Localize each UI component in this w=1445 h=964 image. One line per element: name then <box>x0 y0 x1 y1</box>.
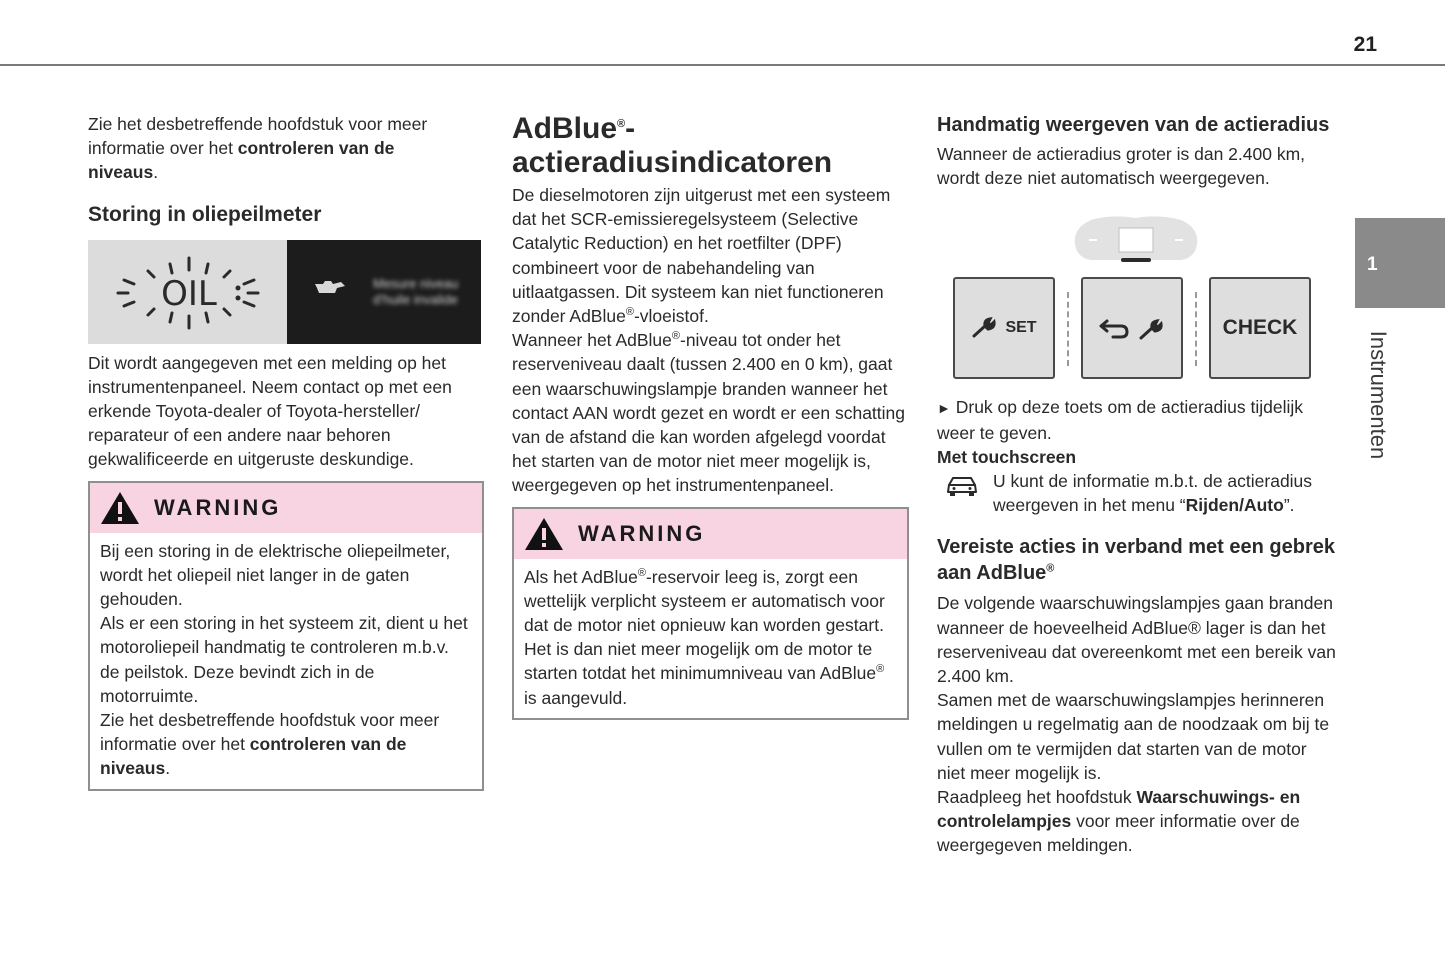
oil-warning-illustration <box>88 240 481 344</box>
warning-body <box>514 559 907 718</box>
divider <box>1195 292 1197 366</box>
press-instruction: ► Druk op deze toets om de actieradius tijdelijk weer te geven. <box>937 397 1303 443</box>
warning-paragraph: Als er een storing in het systeem zit, dient u het motoroliepeil handmatig te controleren m.b.v. de peilstok. Deze bevindt zich in de motorruimte. <box>100 613 468 706</box>
oil-lamp-icon <box>88 240 287 344</box>
check-label: CHECK <box>1222 316 1298 340</box>
oil-gauge-paragraph: Dit wordt aangegeven met een melding op het instrumentenpaneel. Neem contact op met een erkende Toyota-dealer of Toyota-hersteller/ reparateur of een andere naar behoren gekwalificeerde en uitgeruste deskundige. <box>88 352 452 470</box>
warning-triangle-icon <box>100 491 140 525</box>
set-label: SET <box>1005 319 1037 337</box>
warning-box-adblue <box>512 507 909 720</box>
adblue-title: AdBlue®- actieradiusindicatoren <box>512 112 833 179</box>
touchscreen-paragraph: U kunt de informatie m.b.t. de actieradius weergeven in het menu “Rijden/Auto”. <box>993 471 1313 516</box>
oil-warning-lamp <box>88 240 287 344</box>
adblue-paragraph-1: De dieselmotoren zijn uitgerust met een systeem dat het SCR-emissieregelsysteem (Selective Catalytic Reduction) en het roetfilter (DPF) combineert voor de nabehandeling van uitlaatgassen. Dit systeem kan niet functioneren zonder AdBlue®-vloeistof. <box>512 185 891 327</box>
shortage-paragraph-1: De volgende waarschuwingslampjes gaan branden wanneer de hoeveelheid AdBlue® lager is dan het reserveniveau dat overeenkomt met een bereik van 2.400 km. <box>937 593 1336 687</box>
divider <box>1067 292 1069 366</box>
shortage-paragraph-2: Samen met de waarschuwingslampjes herinneren meldingen u regelmatig aan de noodzaak om bij te vullen om te vermijden dat starten van de motor niet meer mogelijk is. <box>937 690 1330 783</box>
page-number: 21 <box>1353 33 1377 56</box>
controls-illustration <box>937 200 1337 390</box>
touchscreen-note <box>937 469 1337 517</box>
set-button[interactable] <box>953 277 1055 379</box>
bullet-arrow-icon: ► <box>937 400 951 417</box>
warning-paragraph: Zie het desbetreffende hoofdstuk voor meer informatie over het controleren van de niveaus. <box>100 710 440 779</box>
warning-paragraph: Bij een storing in de elektrische oliepeilmeter, wordt het oliepeil niet langer in de gaten gehouden. <box>100 540 451 610</box>
oil-label: OIL <box>161 273 217 314</box>
wrench-icon <box>971 317 1001 339</box>
instrument-display-message <box>287 240 481 344</box>
shortage-paragraph-3: Raadpleeg het hoofdstuk Waarschuwings- en controlelampjes voor meer informatie over de weergegeven meldingen. <box>937 787 1301 856</box>
warning-triangle-icon <box>524 517 564 551</box>
back-icon <box>1097 313 1167 343</box>
manual-range-paragraph: Wanneer de actieradius groter is dan 2.400 km, wordt deze niet automatisch weergegeven. <box>937 144 1306 189</box>
column-3 <box>937 112 1337 858</box>
warning-header <box>90 483 482 533</box>
column-1 <box>88 112 484 791</box>
car-icon <box>945 475 979 497</box>
chapter-tab[interactable] <box>1355 218 1445 308</box>
adblue-shortage-heading: Vereiste acties in verband met een gebrek aan AdBlue® <box>937 536 1335 585</box>
instrument-cluster-icon <box>1071 210 1201 268</box>
warning-title: WARNING <box>578 520 706 546</box>
oil-gauge-heading: Storing in oliepeilmeter <box>88 202 322 226</box>
oil-display-text: Mesure niveau d'huile invalide <box>373 275 459 307</box>
chapter-title: Instrumenten <box>1366 330 1391 460</box>
header-rule <box>0 64 1445 66</box>
intro-paragraph: Zie het desbetreffende hoofdstuk voor meer informatie over het controleren van de niveaus. <box>88 114 428 183</box>
chapter-number: 1 <box>1367 254 1378 275</box>
back-wrench-button[interactable] <box>1081 277 1183 379</box>
warning-box-oil <box>88 481 484 791</box>
warning-title: WARNING <box>154 494 282 520</box>
touchscreen-label: Met touchscreen <box>937 446 1077 467</box>
warning-header <box>514 509 907 559</box>
column-2 <box>512 112 909 720</box>
manual-range-heading: Handmatig weergeven van de actieradius <box>937 114 1330 136</box>
warning-paragraph: Als het AdBlue®-reservoir leeg is, zorgt een wettelijk verplicht systeem er automatisch voor dat de motor niet opnieuw kan worden gestart. Het is dan niet meer mogelijk om de motor te starten totdat het minimumniveau van AdBlue® is aangevuld. <box>524 566 885 708</box>
warning-body <box>90 533 482 789</box>
check-button[interactable] <box>1209 277 1311 379</box>
adblue-paragraph-2: Wanneer het AdBlue®-niveau tot onder het reserveniveau daalt (tussen 2.400 en 0 km), gaat een waarschuwingslampje branden wanneer het contact AAN wordt gezet en wordt er een schatting van de afstand die kan worden afgelegd voordat het starten van de motor niet meer mogelijk is, weergegeven op het instrumentenpaneel. <box>512 330 905 496</box>
oil-can-icon <box>313 278 347 296</box>
